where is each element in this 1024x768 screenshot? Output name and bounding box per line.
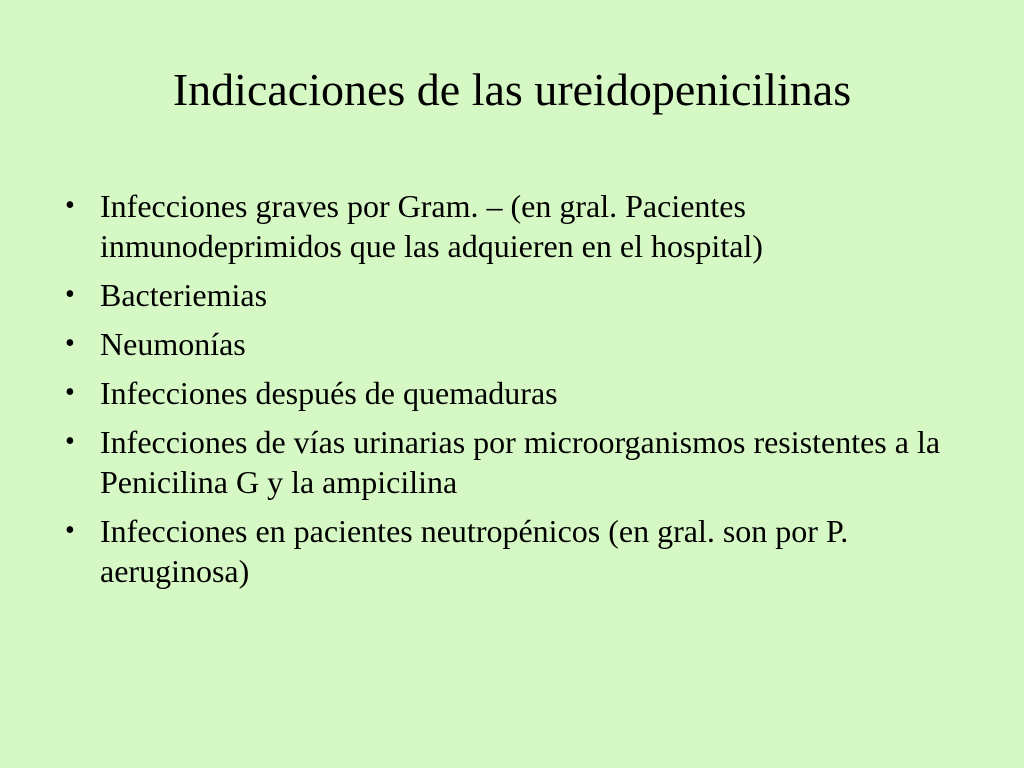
bullet-text: Bacteriemias — [100, 277, 268, 313]
bullet-item — [58, 511, 958, 591]
bullet-item — [58, 275, 958, 315]
bullet-text: Infecciones después de quemaduras — [100, 375, 558, 411]
bullet-marker: • — [65, 190, 75, 221]
bullet-marker: • — [65, 328, 75, 359]
bullet-list — [58, 186, 958, 600]
bullet-marker: • — [65, 515, 75, 546]
bullet-item — [58, 373, 958, 413]
bullet-marker: • — [65, 426, 75, 457]
bullet-item — [58, 324, 958, 364]
bullet-marker: • — [65, 279, 75, 310]
bullet-text: Infecciones en pacientes neutropénicos (en gral. son por P. aeruginosa) — [100, 513, 849, 589]
bullet-item — [58, 422, 958, 502]
bullet-item — [58, 186, 958, 266]
bullet-text: Infecciones de vías urinarias por microorganismos resistentes a la Penicilina G y la ampicilina — [100, 424, 941, 500]
slide-title: Indicaciones de las ureidopenicilinas — [172, 64, 852, 115]
bullet-text: Infecciones graves por Gram. – (en gral. Pacientes inmunodeprimidos que las adquieren en el hospital) — [100, 188, 763, 264]
bullet-text: Neumonías — [100, 326, 246, 362]
bullet-marker: • — [65, 377, 75, 408]
